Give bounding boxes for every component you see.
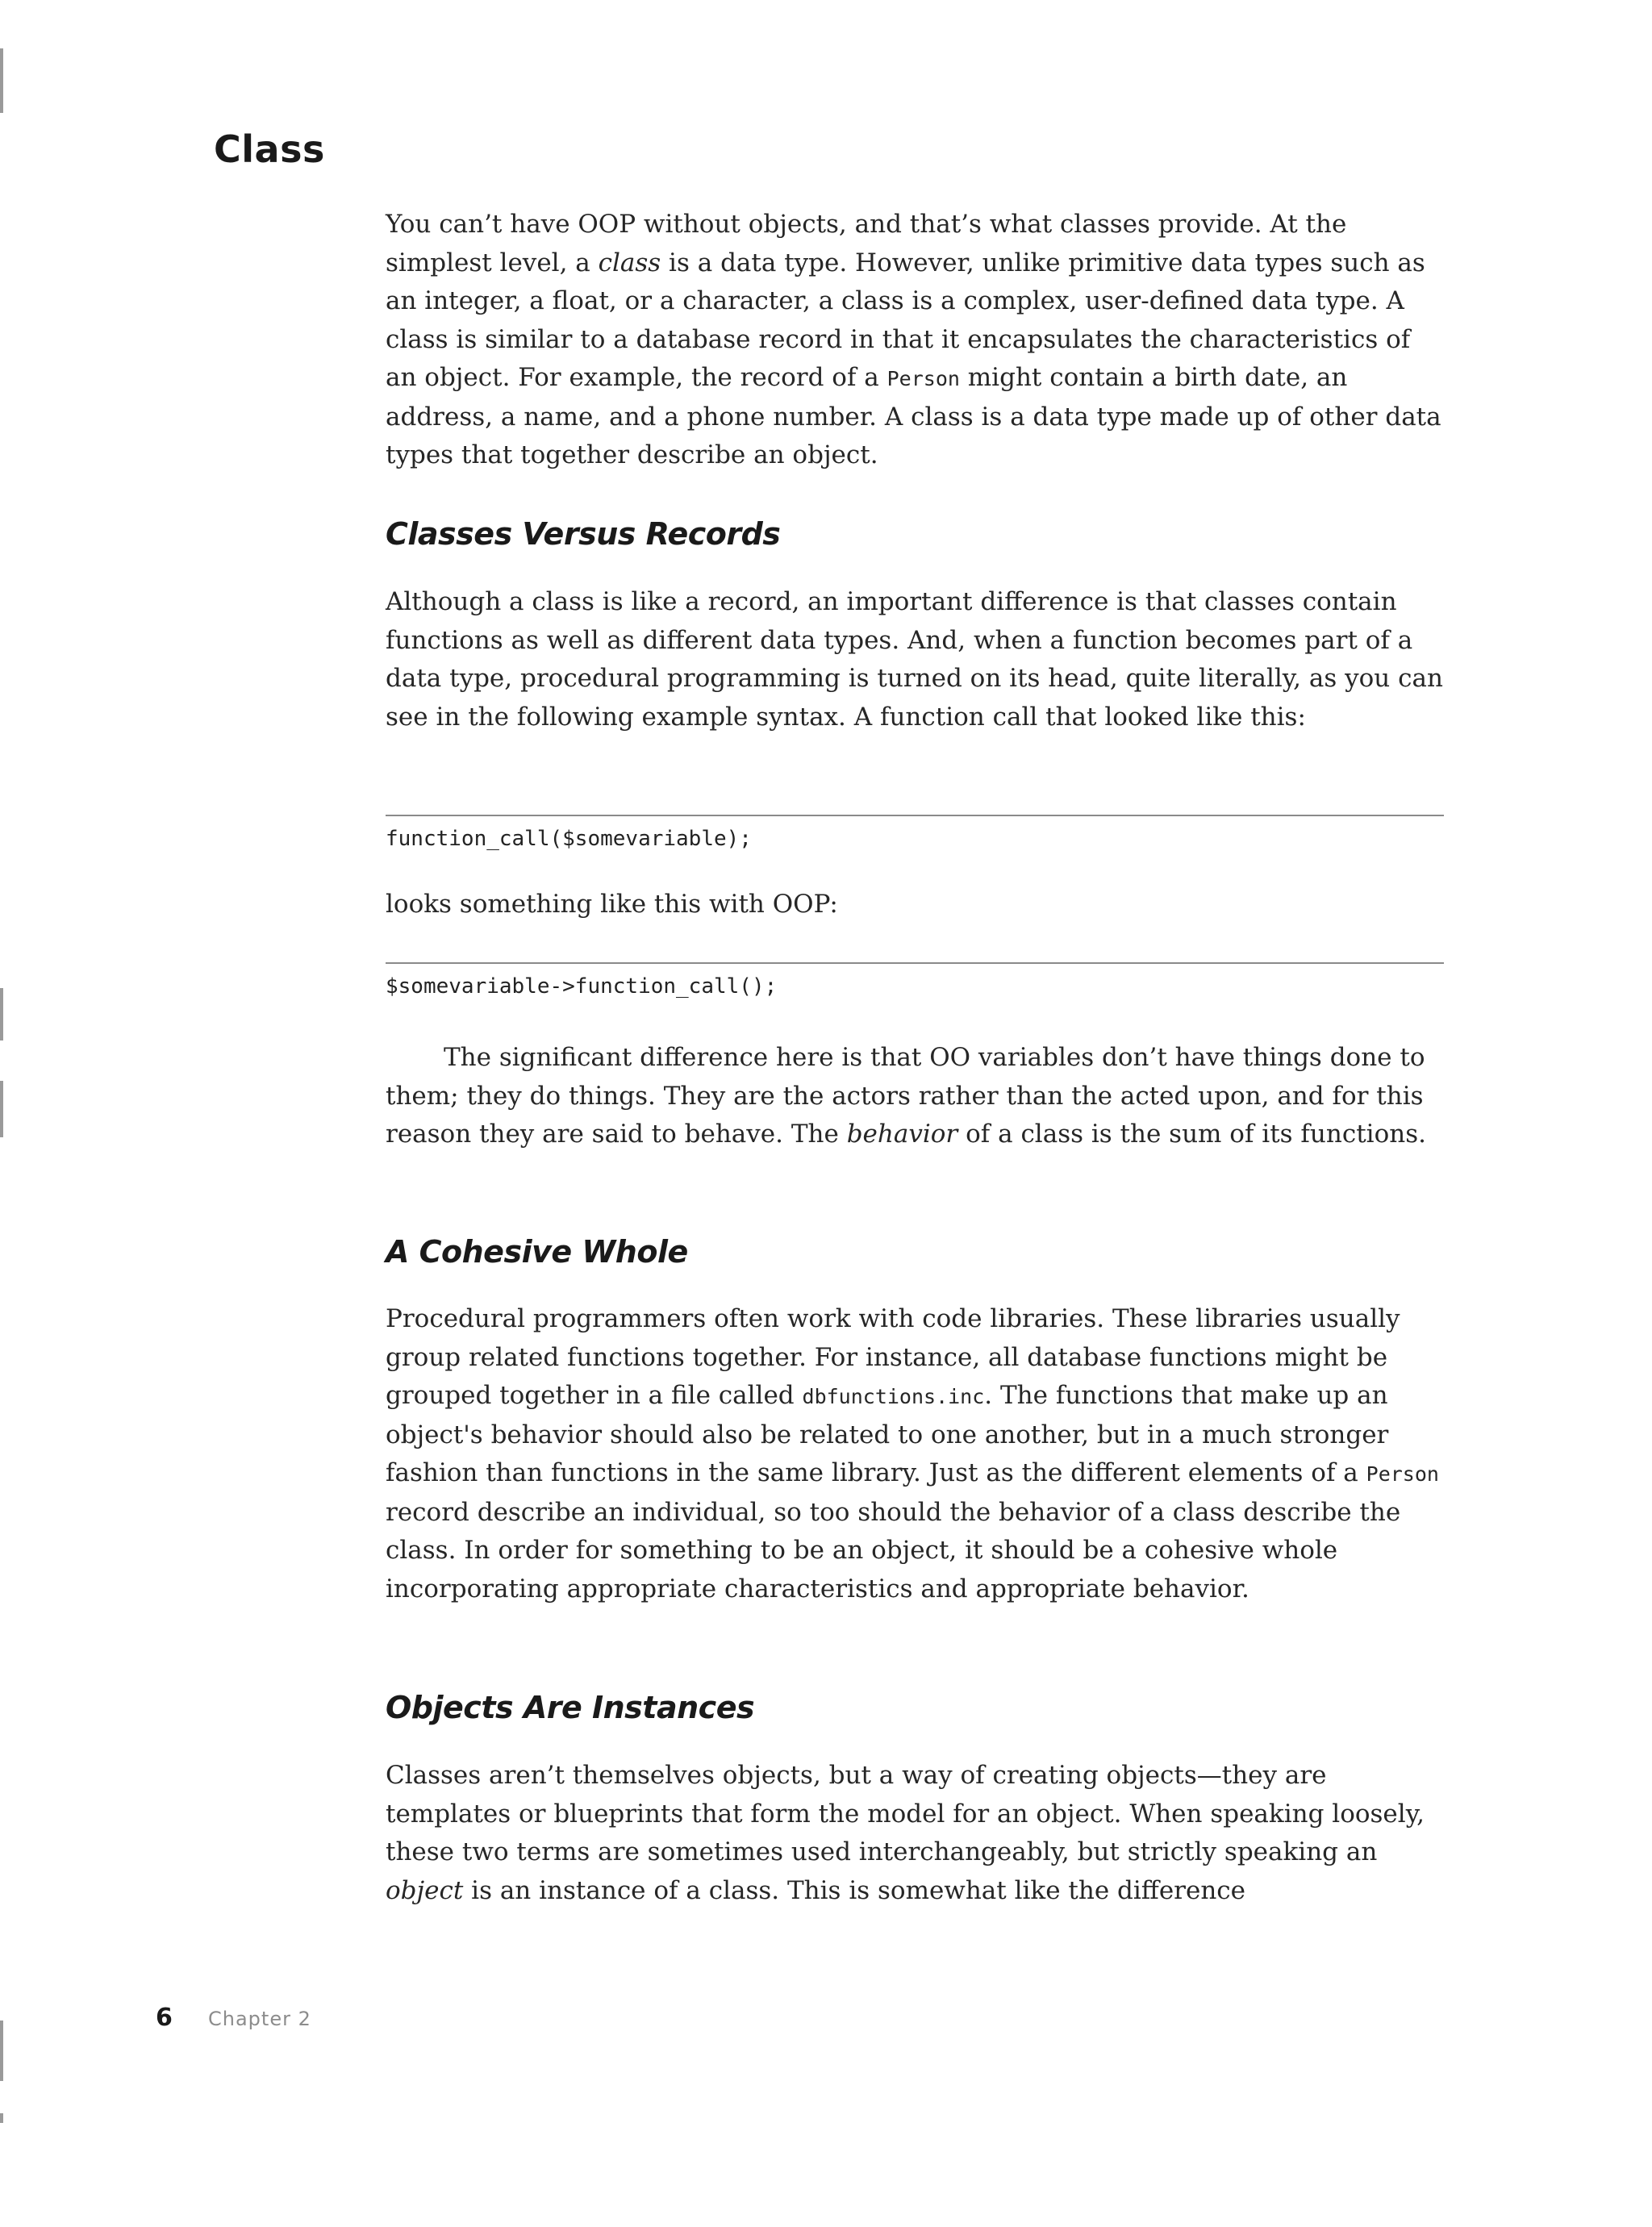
text-run: . The functions that make up an object's behavior should also be related to one another, but in a much stronger fashion than functions in the same library. Just as the different elements of a — [386, 1381, 1389, 1487]
code-line: function_call($somevariable); — [386, 815, 1444, 853]
scan-edge-mark — [0, 1081, 3, 1137]
scan-edge-mark — [0, 48, 3, 113]
text-run: of a class is the sum of its functions. — [957, 1120, 1426, 1149]
page-heading: Class — [214, 127, 325, 171]
section-classes-versus-records — [386, 516, 1444, 552]
section-cohesive-whole-body — [386, 1300, 1444, 1608]
text-run: record describe an individual, so too should the behavior of a class describe the class. In order for something to be an object, it should be a cohesive whole incorporating appropriate characteristics and appropriate behavior. — [386, 1497, 1401, 1604]
chapter-label: Chapter 2 — [208, 2008, 311, 2030]
scan-edge-mark — [0, 2113, 3, 2123]
code-lead-in — [386, 886, 1444, 924]
emphasis-class: class — [598, 248, 661, 277]
text-run: The significant difference here is that OO variables don’t have things done to them; they do things. They are the actors rather than the acted upon, and for this reason they are said to behave. The — [386, 1043, 1425, 1149]
code-block-oop-call — [386, 962, 1444, 1001]
text-run: You can’t have OOP without objects, and that’s what classes provide. At the simplest level, a — [386, 210, 1347, 277]
code-line: $somevariable->function_call(); — [386, 962, 1444, 1001]
section-title: Classes Versus Records — [386, 516, 781, 552]
text-run: might contain a birth date, an address, a name, and a phone number. A class is a data type made up of other data types that together describe an object. — [386, 363, 1441, 469]
scan-edge-mark — [0, 2021, 3, 2081]
section-title: Objects Are Instances — [386, 1690, 755, 1725]
text-run: is an instance of a class. This is somewhat like the difference — [463, 1875, 1246, 1905]
intro-section — [386, 206, 1444, 475]
scan-edge-mark — [0, 988, 3, 1041]
inline-code-dbfunctions: dbfunctions.inc — [802, 1385, 985, 1408]
section-paragraph — [386, 1300, 1444, 1608]
section-cohesive-whole — [386, 1234, 1444, 1270]
behavior-paragraph-wrap — [386, 1039, 1444, 1154]
behavior-paragraph — [386, 1039, 1444, 1154]
section-paragraph: Although a class is like a record, an important difference is that classes contain functions as well as different data types. And, when a function becomes part of a data type, procedural programming is turned on its head, quite literally, as you can see in the following example syntax. A function call that looked like this: — [386, 587, 1443, 732]
code-block-function-call — [386, 815, 1444, 853]
page-number: 6 — [156, 2004, 173, 2032]
text-run: Classes aren’t themselves objects, but a way of creating objects—they are templates or blueprints that form the model for an object. When speaking loosely, these two terms are sometimes used interchangeably, but strictly speaking an — [386, 1761, 1425, 1866]
inline-code-person: Person — [886, 367, 960, 390]
text-run: is a data type. However, unlike primitive data types such as an integer, a float, or a character, a class is a complex, user-defined data type. A class is similar to a database record in that it encapsulates the characteristics of an object. For example, the record of a — [386, 248, 1425, 392]
section-objects-are-instances — [386, 1690, 1444, 1725]
section-paragraph: looks something like this with OOP: — [386, 890, 838, 919]
section-title: A Cohesive Whole — [386, 1234, 688, 1270]
section-classes-versus-records-body — [386, 583, 1444, 736]
intro-paragraph — [386, 206, 1444, 475]
section-objects-are-instances-body — [386, 1757, 1444, 1910]
section-paragraph — [386, 1757, 1444, 1910]
emphasis-behavior: behavior — [846, 1120, 958, 1149]
inline-code-person: Person — [1366, 1462, 1439, 1486]
emphasis-object: object — [386, 1875, 464, 1905]
text-run: Procedural programmers often work with code libraries. These libraries usually group related functions together. For instance, all database functions might be grouped together in a file called — [386, 1304, 1400, 1410]
